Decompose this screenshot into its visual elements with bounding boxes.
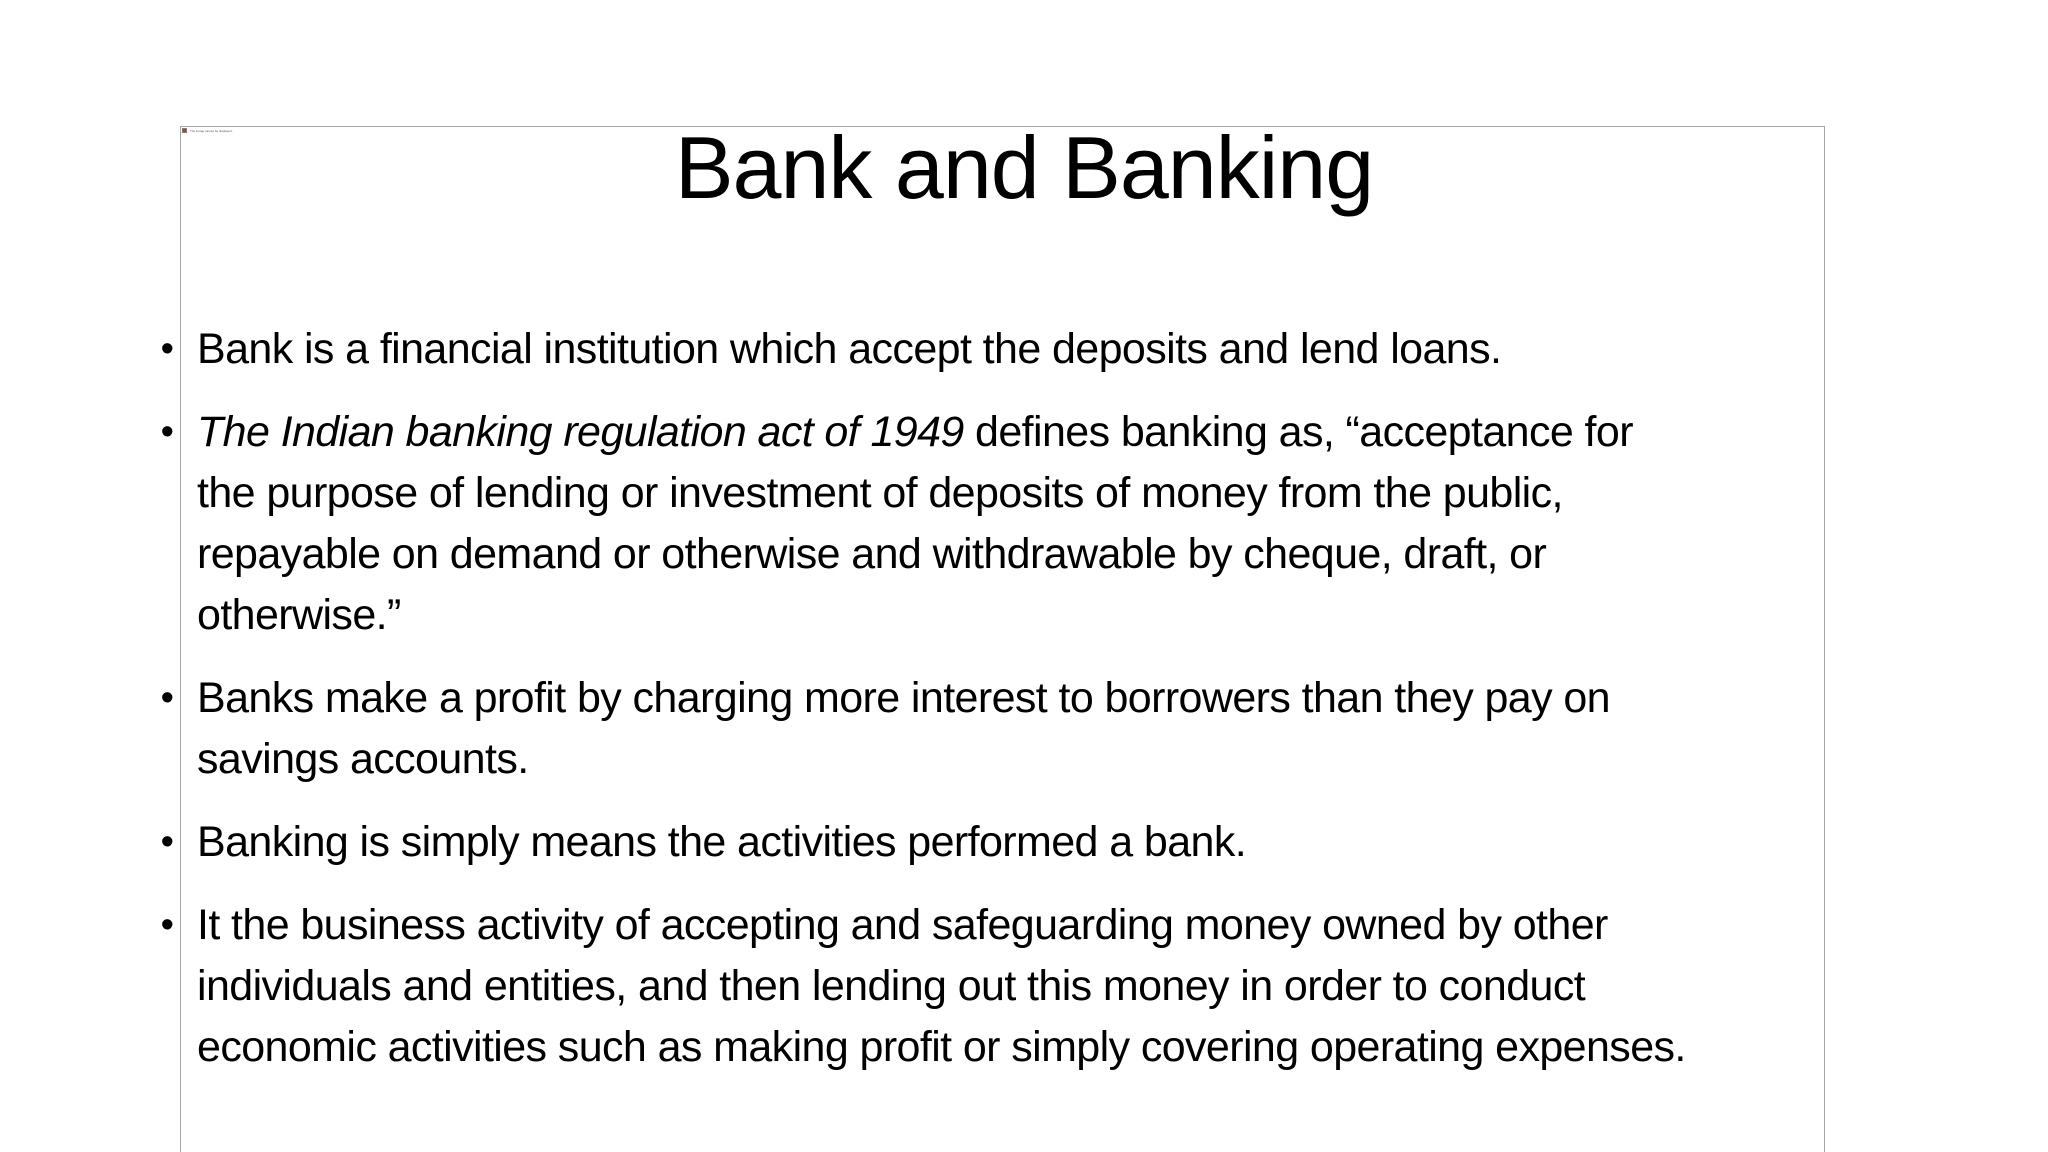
bullet-item [152, 812, 2032, 873]
bullet-text-line: Banking is simply means the activities performed a bank. [197, 818, 1247, 866]
bullet-text-line: Bank is a financial institution which accept the deposits and lend loans. [197, 325, 1502, 373]
bullet-text-line: Banks make a profit by charging more interest to borrowers than they pay on [197, 674, 1610, 722]
bullet-item [152, 319, 2032, 380]
bullet-text-line [197, 402, 2032, 463]
bullet-text-line: repayable on demand or otherwise and withdrawable by cheque, draft, or [197, 530, 1547, 578]
bullet-item [152, 402, 2032, 646]
bullet-dot: • [160, 328, 174, 370]
bullet-text-line: individuals and entities, and then lending out this money in order to conduct [197, 962, 1586, 1010]
bullet-text-segment: defines banking as, “acceptance for [963, 408, 1633, 456]
act-name-italic: The Indian banking regulation act of 1949 [197, 408, 964, 456]
bullet-text-line: savings accounts. [197, 735, 529, 783]
broken-image-text: The image cannot be displayed. [190, 128, 233, 133]
bullet-list [152, 319, 2032, 1100]
bullet-dot: • [160, 904, 174, 946]
bullet-dot: • [160, 411, 174, 453]
bullet-item [152, 895, 2032, 1078]
bullet-text-line: economic activities such as making profit or simply covering operating expenses. [197, 1023, 1686, 1071]
bullet-dot: • [160, 677, 174, 719]
slide-title: Bank and Banking [674, 118, 1374, 217]
bullet-item [152, 668, 2032, 790]
bullet-text-line: It the business activity of accepting and safeguarding money owned by other [197, 901, 1608, 949]
bullet-text-line: the purpose of lending or investment of deposits of money from the public, [197, 469, 1563, 517]
bullet-text-line: otherwise.” [197, 591, 401, 639]
bullet-dot: • [160, 821, 174, 863]
